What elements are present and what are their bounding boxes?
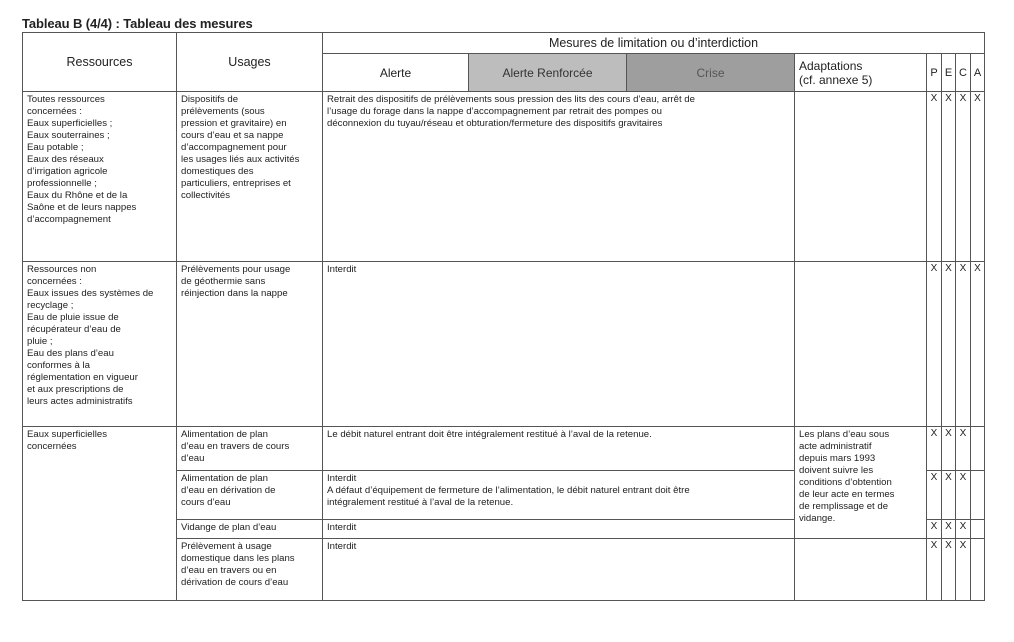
ressources-cell: Toutes ressources concernées : Eaux superficielles ; Eaux souterraines ; Eau potable ; Eaux des réseaux d’irrigation agricole professionnelle ; Eaux du Rhône et de la Saône et de leurs nappes d’accompagnement xyxy=(23,92,177,262)
header-alerte: Alerte xyxy=(323,54,469,92)
a-mark xyxy=(971,471,985,520)
header-ressources: Ressources xyxy=(23,33,177,92)
ressources-cell: Eaux superficielles concernées xyxy=(23,427,177,601)
header-mesures: Mesures de limitation ou d’interdiction xyxy=(323,33,985,54)
e-mark: X xyxy=(942,471,956,520)
p-mark: X xyxy=(927,539,942,601)
header-usages: Usages xyxy=(177,33,323,92)
p-mark: X xyxy=(927,262,942,427)
c-mark: X xyxy=(956,262,971,427)
usage-cell: Vidange de plan d’eau xyxy=(177,520,323,539)
e-mark: X xyxy=(942,92,956,262)
usage-cell: Prélèvement à usage domestique dans les plans d’eau en travers ou en dérivation de cours d’eau xyxy=(177,539,323,601)
c-mark: X xyxy=(956,539,971,601)
c-mark: X xyxy=(956,471,971,520)
a-mark: X xyxy=(971,92,985,262)
e-mark: X xyxy=(942,262,956,427)
usage-cell: Dispositifs de prélèvements (sous pression et gravitaire) en cours d’eau et sa nappe d’accompagnement pour les usages liés aux activités domestiques des particuliers, entreprises et collectivités xyxy=(177,92,323,262)
usage-cell: Prélèvements pour usage de géothermie sans réinjection dans la nappe xyxy=(177,262,323,427)
e-mark: X xyxy=(942,427,956,471)
e-mark: X xyxy=(942,520,956,539)
c-mark: X xyxy=(956,92,971,262)
e-mark: X xyxy=(942,539,956,601)
mesure-cell: Interdit xyxy=(323,539,795,601)
c-mark: X xyxy=(956,427,971,471)
adaptation-cell xyxy=(795,262,927,427)
table-row xyxy=(23,262,985,427)
mesure-cell: Le débit naturel entrant doit être intégralement restitué à l’aval de la retenue. xyxy=(323,427,795,471)
p-mark: X xyxy=(927,471,942,520)
p-mark: X xyxy=(927,427,942,471)
header-e: E xyxy=(942,54,956,92)
mesure-cell: Interdit xyxy=(323,520,795,539)
a-mark xyxy=(971,520,985,539)
adaptation-cell xyxy=(795,539,927,601)
usage-cell: Alimentation de plan d’eau en dérivation de cours d’eau xyxy=(177,471,323,520)
header-adaptations: Adaptations (cf. annexe 5) xyxy=(795,54,927,92)
adaptation-cell xyxy=(795,92,927,262)
adaptation-cell: Les plans d’eau sous acte administratif depuis mars 1993 doivent suivre les conditions d’obtention de leur acte en termes de remplissage et de vidange. xyxy=(795,427,927,539)
a-mark: X xyxy=(971,262,985,427)
c-mark: X xyxy=(956,520,971,539)
table-row xyxy=(23,92,985,262)
header-alerte-renforcee: Alerte Renforcée xyxy=(469,54,627,92)
header-crise: Crise xyxy=(627,54,795,92)
header-p: P xyxy=(927,54,942,92)
header-a: A xyxy=(971,54,985,92)
p-mark: X xyxy=(927,92,942,262)
header-c: C xyxy=(956,54,971,92)
mesure-cell: Interdit xyxy=(323,262,795,427)
p-mark: X xyxy=(927,520,942,539)
measures-table xyxy=(22,32,985,601)
ressources-cell: Ressources non concernées : Eaux issues des systèmes de recyclage ; Eau de pluie issue de récupérateur d’eau de pluie ; Eau des plans d’eau conformes à la réglementation en vigueur et aux prescriptions de leurs actes administratifs xyxy=(23,262,177,427)
table-title: Tableau B (4/4) : Tableau des mesures xyxy=(22,16,253,31)
mesure-cell: Retrait des dispositifs de prélèvements sous pression des lits des cours d’eau, arrêt de l’usage du forage dans la nappe d’accompagnement par retrait des pompes ou déconnexion du tuyau/réseau et obturation/fermeture des dispositifs gravitaires xyxy=(323,92,795,262)
mesure-cell: Interdit A défaut d’équipement de fermeture de l’alimentation, le débit naturel entrant doit être intégralement restitué à l’aval de la retenue. xyxy=(323,471,795,520)
table-row xyxy=(23,427,985,471)
a-mark xyxy=(971,427,985,471)
a-mark xyxy=(971,539,985,601)
usage-cell: Alimentation de plan d’eau en travers de cours d’eau xyxy=(177,427,323,471)
